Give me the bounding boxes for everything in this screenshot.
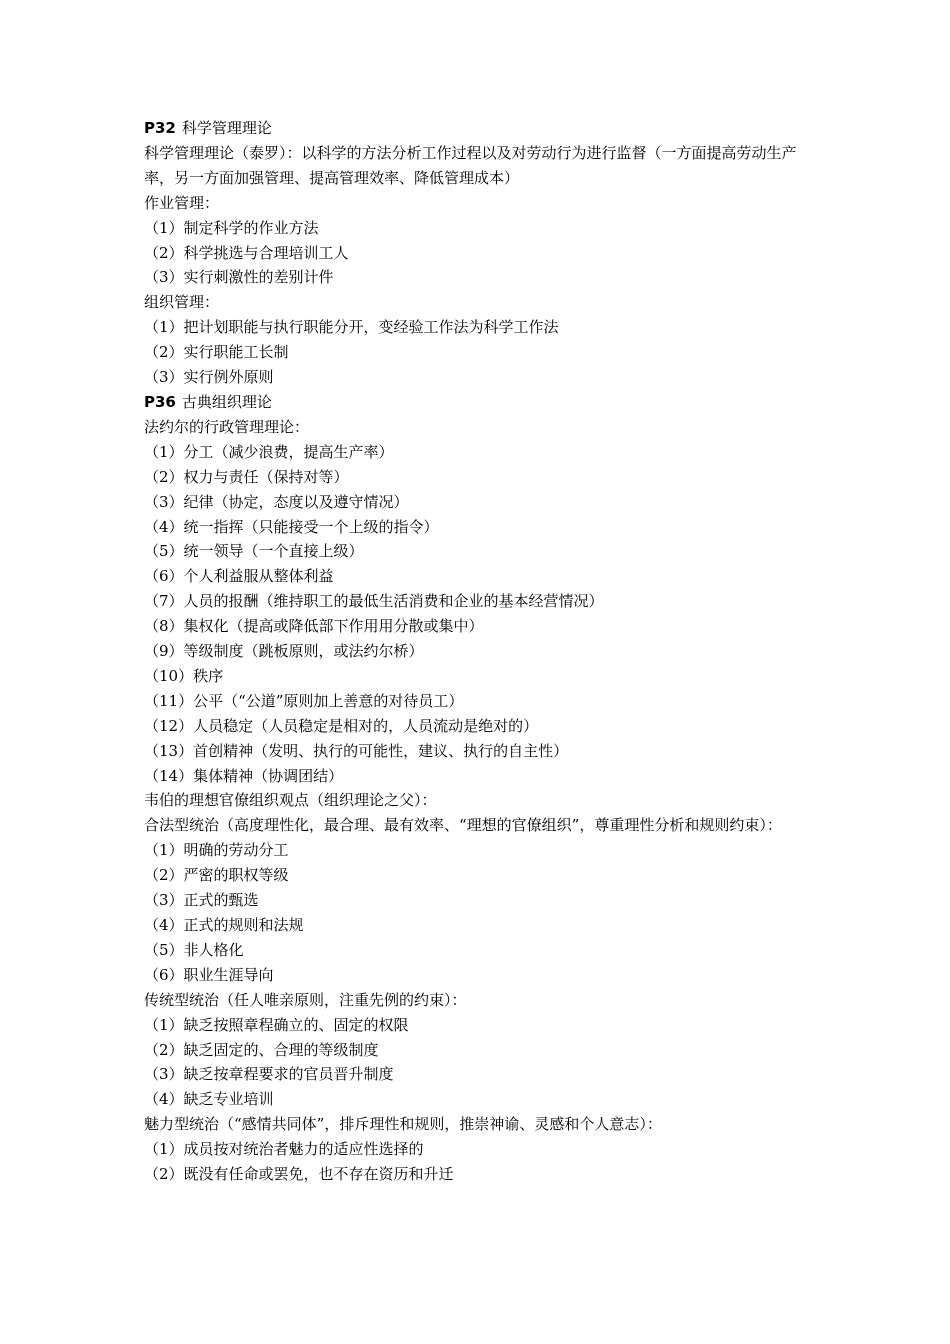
- list-item: （3）正式的甄选: [144, 891, 259, 910]
- list-item: （4）缺乏专业培训: [144, 1090, 274, 1109]
- paragraph: 作业管理：: [144, 193, 220, 212]
- list-item: （9）等级制度（跳板原则，或法约尔桥）: [144, 642, 424, 661]
- list-item: （6）个人利益服从整体利益: [144, 567, 334, 586]
- list-item: （1）明确的劳动分工: [144, 841, 289, 860]
- paragraph: 法约尔的行政管理理论：: [144, 417, 310, 436]
- list-item: （1）制定科学的作业方法: [144, 218, 319, 237]
- list-item: （1）缺乏按照章程确立的、固定的权限: [144, 1015, 409, 1034]
- list-item: （3）实行刺激性的差别计件: [144, 268, 334, 287]
- list-item: （2）严密的职权等级: [144, 866, 289, 885]
- paragraph: 传统型统治（任人唯亲原则，注重先例的约束）：: [144, 990, 467, 1009]
- section-heading-p32: [144, 116, 824, 141]
- paragraph: 魅力型统治（“感情共同体”，排斥理性和规则，推崇神谕、灵感和个人意志）：: [144, 1115, 662, 1134]
- section-code: P32: [144, 119, 176, 137]
- section-title: 古典组织理论: [181, 392, 272, 411]
- list-item: （2）权力与责任（保持对等）: [144, 467, 349, 486]
- list-item: （3）纪律（协定，态度以及遵守情况）: [144, 492, 409, 511]
- list-item: （13）首创精神（发明、执行的可能性，建议、执行的自主性）: [144, 741, 569, 760]
- list-item: （12）人员稳定（人员稳定是相对的，人员流动是绝对的）: [144, 716, 539, 735]
- paragraph: 合法型统治（高度理性化，最合理、最有效率、“理想的官僚组织”，尊重理性分析和规则约束）：: [144, 816, 782, 835]
- paragraph: 组织管理：: [144, 293, 220, 312]
- section-title: 科学管理理论: [181, 119, 272, 137]
- section-heading-p36: [144, 390, 824, 415]
- list-item: （1）把计划职能与执行职能分开，变经验工作法为科学工作法: [144, 318, 559, 337]
- list-item: （11）公平（“公道”原则加上善意的对待员工）: [144, 691, 464, 710]
- list-item: （5）非人格化: [144, 940, 244, 959]
- list-item: （1）成员按对统治者魅力的适应性选择的: [144, 1140, 424, 1159]
- list-item: （4）统一指挥（只能接受一个上级的指令）: [144, 517, 439, 536]
- list-item: （10）秩序: [144, 666, 224, 685]
- list-item: （6）职业生涯导向: [144, 965, 274, 984]
- document-page: [144, 116, 824, 1187]
- list-item: （14）集体精神（协调团结）: [144, 766, 344, 785]
- list-item: （2）缺乏固定的、合理的等级制度: [144, 1040, 379, 1059]
- list-item: （5）统一领导（一个直接上级）: [144, 542, 364, 561]
- list-item: （2）既没有任命或罢免，也不存在资历和升迁: [144, 1165, 454, 1184]
- paragraph: 韦伯的理想官僚组织观点（组织理论之父）：: [144, 791, 437, 810]
- list-item: （8）集权化（提高或降低部下作用用分散或集中）: [144, 617, 484, 636]
- list-item: （2）科学挑选与合理培训工人: [144, 243, 349, 262]
- list-item: （3）缺乏按章程要求的官员晋升制度: [144, 1065, 394, 1084]
- list-item: （4）正式的规则和法规: [144, 916, 304, 934]
- list-item: （7）人员的报酬（维持职工的最低生活消费和企业的基本经营情况）: [144, 592, 604, 611]
- list-item: （1）分工（减少浪费，提高生产率）: [144, 442, 394, 461]
- paragraph: 科学管理理论（泰罗）：以科学的方法分析工作过程以及对劳动行为进行监督（一方面提高劳动生产率，另一方面加强管理、提高管理效率、降低管理成本）: [144, 143, 797, 187]
- list-item: （3）实行例外原则: [144, 368, 274, 387]
- section-code: P36: [144, 392, 176, 411]
- list-item: （2）实行职能工长制: [144, 343, 289, 362]
